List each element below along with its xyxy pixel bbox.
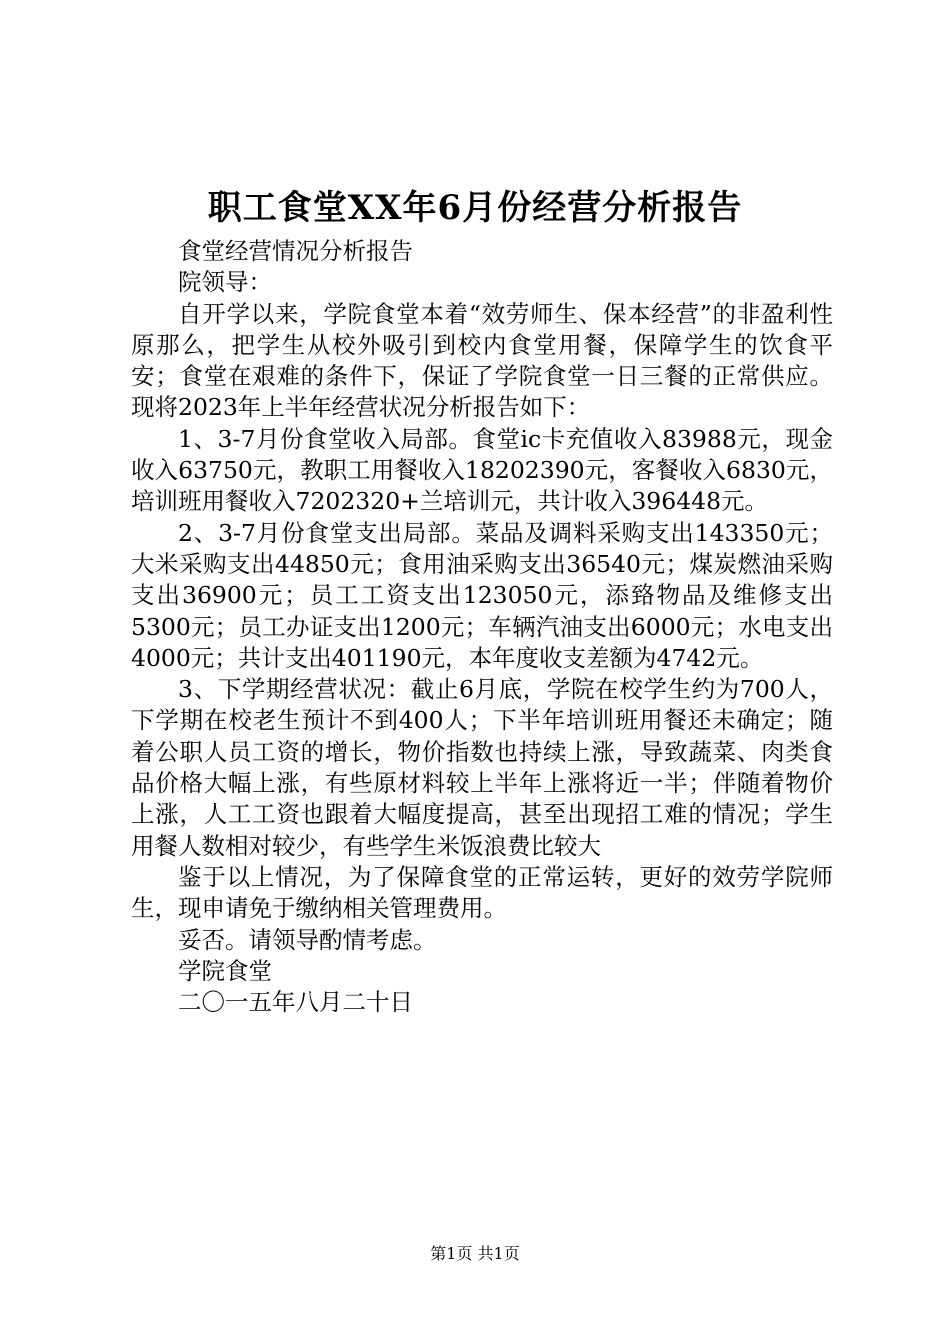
page-number-footer: 第1页 共1页	[430, 1244, 520, 1263]
report-subtitle: 食堂经营情况分析报告	[178, 237, 413, 265]
signature-date: 二〇一五年八月二十日	[178, 988, 413, 1017]
document-body	[131, 236, 833, 1018]
intro-paragraph: 自开学以来，学院食堂本着“效劳师生、保本经营”的非盈利性原那么，把学生从校外吸引到校内食堂用餐，保障学生的饮食平安；食堂在艰难的条件下，保证了学院食堂一日三餐的正常供应。现将2023年上半年经营状况分析报告如下：	[131, 299, 833, 422]
expense-paragraph: 2、3-7月份食堂支出局部。菜品及调料采购支出143350元；大米采购支出44850元；食用油采购支出36540元；煤炭燃油采购支出36900元；员工工资支出123050元，添臵物品及维修支出5300元；员工办证支出1200元；车辆汽油支出6000元；水电支出4000元；共计支出401190元，本年度收支差额为4742元。	[131, 518, 833, 672]
closing-line: 妥否。请领导酌情考虑。	[178, 925, 437, 954]
outlook-paragraph: 3、下学期经营状况：截止6月底，学院在校学生约为700人，下学期在校老生预计不到400人；下半年培训班用餐还未确定；随着公职人员工资的增长，物价指数也持续上涨，导致蔬菜、肉类食品价格大幅上涨，有些原材料较上半年上涨将近一半；伴随着物价上涨，人工工资也跟着大幅度提高，甚至出现招工难的情况；学生用餐人数相对较少，有些学生米饭浪费比较大	[131, 675, 833, 860]
salutation: 院领导：	[178, 268, 272, 297]
income-paragraph: 1、3-7月份食堂收入局部。食堂ic卡充值收入83988元，现金收入63750元，教职工用餐收入18202390元，客餐收入6830元，培训班用餐收入7202320+兰培训元，共计收入396448元。	[131, 424, 833, 516]
document-title: 职工食堂XX年6月份经营分析报告	[207, 188, 743, 228]
request-paragraph: 鉴于以上情况，为了保障食堂的正常运转，更好的效劳学院师生，现申请免于缴纳相关管理费用。	[131, 862, 833, 923]
signature-org: 学院食堂	[178, 956, 272, 985]
